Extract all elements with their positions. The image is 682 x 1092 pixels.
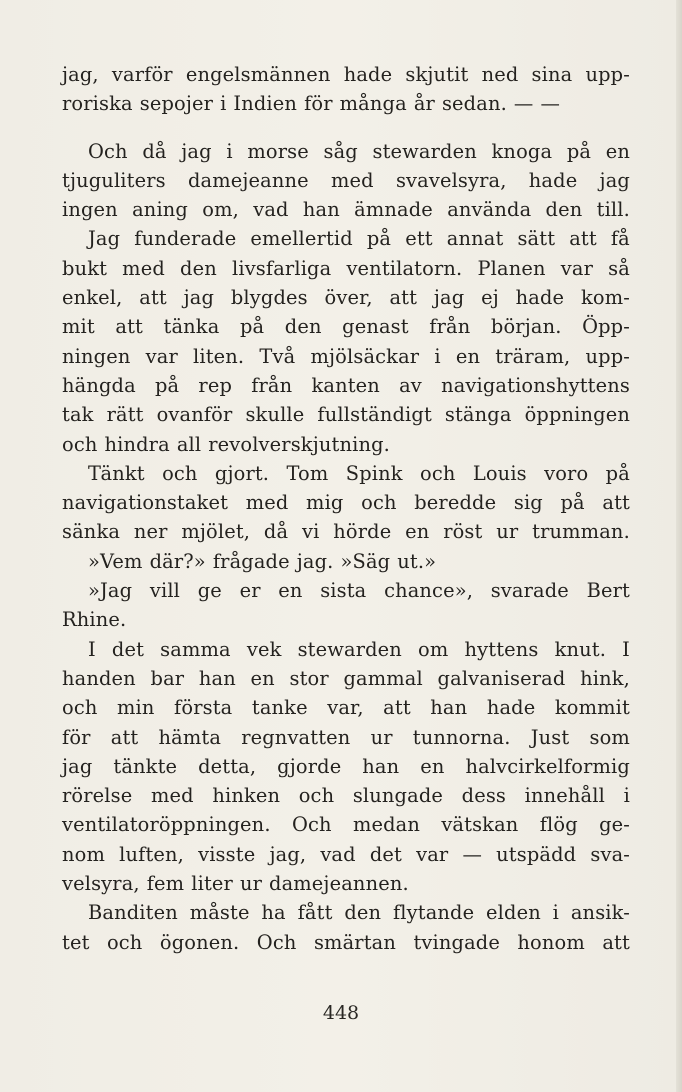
word: den	[284, 315, 322, 339]
word: skjutit	[405, 63, 469, 86]
text-line	[62, 605, 630, 634]
word: stewarden	[297, 637, 402, 661]
word: annat	[446, 227, 504, 251]
word: Rhine.	[62, 608, 127, 632]
word: sina	[531, 63, 573, 86]
word: och	[298, 784, 335, 808]
word: slungade	[352, 784, 444, 808]
word: i	[226, 139, 233, 163]
word: velsyra,	[62, 872, 140, 896]
word: en	[278, 579, 303, 603]
word: gjort.	[214, 461, 270, 485]
word: »Vem	[88, 549, 143, 573]
word: utspädd	[496, 842, 577, 866]
word: kanten	[311, 373, 380, 397]
word: ansik-	[570, 901, 630, 925]
word: var	[416, 842, 449, 866]
word: »Jag	[88, 579, 133, 603]
word: —	[513, 92, 534, 116]
word: regnvatten	[241, 725, 351, 749]
word: få	[610, 227, 630, 251]
word: röst	[443, 520, 483, 544]
text-line	[62, 60, 630, 89]
word: smärtan	[313, 930, 397, 954]
word: rörelse	[62, 784, 133, 808]
word: damejeannen.	[269, 872, 409, 896]
word: halvcirkelformig	[465, 754, 630, 778]
word: början.	[490, 315, 562, 339]
word: trumman.	[532, 520, 630, 544]
word: på	[560, 491, 585, 515]
word: att	[602, 930, 630, 954]
word: stor	[289, 666, 329, 690]
word: liten.	[193, 344, 245, 368]
word: stewarden	[372, 139, 477, 163]
word: jag,	[269, 842, 307, 866]
word: han	[362, 754, 400, 778]
word: på	[239, 315, 265, 339]
word: på	[154, 373, 180, 397]
word: och	[62, 432, 98, 456]
word: er	[239, 579, 261, 603]
word: då	[142, 139, 167, 163]
word: jag	[599, 168, 630, 192]
word: voro	[544, 461, 589, 485]
text-line	[62, 459, 630, 488]
word: navigationstaket	[62, 491, 229, 515]
word: vad	[320, 842, 356, 866]
word: —	[540, 92, 560, 116]
word: i	[552, 901, 560, 925]
text-line	[62, 928, 630, 957]
text-line	[62, 869, 630, 898]
word: innehåll	[524, 784, 605, 808]
word: rep	[198, 373, 233, 397]
word: i	[434, 344, 441, 368]
word: beredde	[414, 491, 497, 515]
word: min	[117, 696, 155, 720]
word: ha	[261, 901, 286, 925]
word: dess	[461, 784, 507, 808]
word: han	[302, 198, 340, 222]
word: elden	[486, 901, 541, 925]
word: måste	[189, 901, 250, 925]
word: många	[339, 92, 407, 116]
word: honom	[517, 930, 585, 954]
word: medan	[352, 813, 421, 837]
word: roriska	[62, 92, 133, 116]
word: mjölsäckar	[310, 344, 420, 368]
word: vi	[301, 520, 320, 544]
word: så	[608, 256, 630, 280]
text-line	[62, 312, 630, 341]
word: att	[383, 696, 411, 720]
word: ventilatorn.	[346, 256, 463, 280]
word: bukt	[62, 256, 108, 280]
word: kommit	[554, 696, 630, 720]
word: på	[566, 139, 592, 163]
word: över,	[324, 286, 373, 310]
text-line	[62, 400, 630, 429]
word: att	[139, 286, 167, 310]
word: sva-	[590, 842, 630, 866]
word: med	[245, 491, 289, 515]
text-line	[62, 898, 630, 927]
word: att	[602, 491, 630, 515]
word: ut.»	[397, 549, 437, 573]
word: vad	[253, 198, 289, 222]
word: sedan.	[441, 92, 507, 116]
word: Tom	[286, 461, 329, 485]
word: den	[545, 198, 583, 222]
text-line	[62, 576, 630, 605]
word: I	[622, 637, 630, 661]
word: gammal	[343, 666, 423, 690]
word: av	[399, 373, 422, 397]
text-line	[62, 430, 630, 459]
word: morse	[247, 139, 309, 163]
word: som	[589, 725, 630, 749]
word: ett	[405, 227, 433, 251]
text-line	[62, 371, 630, 400]
word: liter	[191, 872, 233, 896]
word: varför	[111, 63, 173, 86]
text-line	[62, 635, 630, 664]
word: var	[145, 344, 178, 368]
word: med	[331, 168, 374, 192]
word: jag	[183, 286, 215, 310]
word: tak	[62, 403, 94, 427]
word: på	[605, 461, 630, 485]
word: hink,	[580, 666, 630, 690]
word: I	[88, 637, 96, 661]
word: ge	[197, 579, 222, 603]
word: ur	[370, 725, 393, 749]
word: ningen	[62, 344, 131, 368]
word: jag	[433, 286, 465, 310]
text-line	[62, 723, 630, 752]
word: blygdes	[230, 286, 308, 310]
word: och	[420, 461, 456, 485]
word: luften,	[119, 842, 184, 866]
word: då	[263, 520, 289, 544]
word: hyttens	[464, 637, 539, 661]
word: sänka	[62, 520, 121, 544]
word: var,	[327, 696, 364, 720]
word: såg	[323, 139, 358, 163]
word: hade	[486, 696, 536, 720]
word: rätt	[106, 403, 144, 427]
word: och	[106, 930, 143, 954]
word: Och	[88, 139, 128, 163]
word: galvaniserad	[437, 666, 566, 690]
word: hinken	[212, 784, 281, 808]
word: visste	[198, 842, 256, 866]
word: samma	[160, 637, 231, 661]
text-line	[62, 342, 630, 371]
word: flög	[539, 813, 578, 837]
word: ventilatoröppningen.	[62, 813, 271, 837]
word: handen	[62, 666, 136, 690]
text-line	[62, 840, 630, 869]
word: Och	[256, 930, 297, 954]
word: med	[122, 256, 165, 280]
text-line	[62, 488, 630, 517]
word: jag	[181, 139, 212, 163]
word: och	[361, 491, 397, 515]
word: tanke	[251, 696, 308, 720]
word: stänga	[444, 403, 512, 427]
word: mig	[306, 491, 344, 515]
word: skulle	[245, 403, 305, 427]
word: tänka	[163, 315, 220, 339]
word: Två	[259, 344, 296, 368]
word: en	[405, 520, 430, 544]
text-line	[62, 664, 630, 693]
word: en	[420, 754, 445, 778]
text-line	[62, 693, 630, 722]
text-line	[62, 781, 630, 810]
word: och	[162, 461, 198, 485]
word: sig	[513, 491, 543, 515]
word: ingen	[62, 198, 118, 222]
word: sista	[320, 579, 367, 603]
word: och	[62, 696, 98, 720]
word: kom-	[580, 286, 630, 310]
word: tet	[62, 930, 90, 954]
word: från	[251, 373, 293, 397]
word: en	[455, 344, 481, 368]
word: jag.	[296, 549, 334, 573]
word: år	[413, 92, 435, 116]
word: fått	[297, 901, 333, 925]
text-line	[62, 810, 630, 839]
word: knut.	[554, 637, 607, 661]
word: han	[198, 666, 236, 690]
word: tjuguliters	[62, 168, 166, 192]
word: detta,	[198, 754, 257, 778]
word: ögonen.	[159, 930, 240, 954]
word: Jag	[88, 227, 121, 251]
word: använda	[447, 198, 532, 222]
word: enkel,	[62, 286, 123, 310]
text-line	[62, 547, 630, 576]
word: ned	[481, 63, 519, 86]
word: all	[176, 432, 202, 456]
word: Planen	[477, 256, 546, 280]
word: ej	[481, 286, 499, 310]
word: det	[369, 842, 402, 866]
word: nom	[62, 842, 105, 866]
word: att	[389, 286, 418, 310]
word: chance»,	[384, 579, 474, 603]
word: den	[180, 256, 217, 280]
word: den	[344, 901, 382, 925]
word: hämta	[158, 725, 222, 749]
word: sepojer	[139, 92, 214, 116]
word: damejeanne	[187, 168, 309, 192]
word: navigationshyttens	[441, 373, 630, 397]
word: för	[62, 725, 91, 749]
word: gjorde	[277, 754, 342, 778]
word: att	[110, 725, 139, 749]
word: till.	[596, 198, 630, 222]
word: ner	[133, 520, 168, 544]
word: tänkte	[113, 754, 178, 778]
word: ovanför	[156, 403, 233, 427]
word: att	[569, 227, 597, 251]
word: med	[150, 784, 194, 808]
word: tvingade	[413, 930, 500, 954]
word: tunnorna.	[412, 725, 511, 749]
word: emellertid	[250, 227, 353, 251]
word: hindra	[104, 432, 170, 456]
word: en	[605, 139, 630, 163]
word: —	[462, 842, 483, 866]
word: öppningen	[524, 403, 630, 427]
word: mit	[62, 315, 95, 339]
text-line	[62, 137, 630, 166]
word: upp-	[585, 344, 630, 368]
word: »Säg	[340, 549, 391, 573]
body-text	[62, 60, 630, 957]
word: engelsmännen	[185, 63, 331, 86]
word: Tänkt	[88, 461, 145, 485]
text-line	[62, 195, 630, 224]
word: första	[174, 696, 233, 720]
word: det	[111, 637, 145, 661]
word: i	[220, 92, 227, 116]
text-line	[62, 89, 630, 118]
word: Indien	[233, 92, 298, 116]
word: livsfarliga	[231, 256, 332, 280]
word: knoga	[491, 139, 553, 163]
word: han	[430, 696, 468, 720]
text-line	[62, 224, 630, 253]
word: Och	[291, 813, 332, 837]
word: hade	[343, 63, 393, 86]
word: bar	[150, 666, 185, 690]
word: funderade	[134, 227, 237, 251]
word: hörde	[333, 520, 392, 544]
word: hade	[515, 286, 565, 310]
word: upp-	[585, 63, 630, 86]
word: ur	[496, 520, 519, 544]
word: svavelsyra,	[395, 168, 507, 192]
word: i	[623, 784, 630, 808]
word: om,	[202, 198, 239, 222]
word: vill	[149, 579, 181, 603]
word: hade	[528, 168, 578, 192]
word: på	[366, 227, 392, 251]
word: Just	[530, 725, 570, 749]
word: från	[429, 315, 471, 339]
word: ge-	[599, 813, 630, 837]
word: Spink	[345, 461, 403, 485]
word: där?»	[149, 549, 206, 573]
paragraph-gap	[62, 119, 630, 137]
word: genast	[342, 315, 409, 339]
text-line	[62, 254, 630, 283]
word: Öpp-	[582, 315, 630, 339]
word: att	[115, 315, 143, 339]
word: Banditen	[88, 901, 178, 925]
word: sätt	[517, 227, 556, 251]
word: svarade	[490, 579, 569, 603]
word: aning	[132, 198, 188, 222]
word: revolverskjutning.	[208, 432, 390, 456]
word: Louis	[472, 461, 527, 485]
word: fullständigt	[317, 403, 432, 427]
word: om	[418, 637, 449, 661]
word: mjölet,	[181, 520, 251, 544]
text-line	[62, 166, 630, 195]
word: träram,	[495, 344, 571, 368]
page-number: 448	[322, 1002, 360, 1024]
word: hängda	[62, 373, 136, 397]
word: Bert	[586, 579, 630, 603]
word: vätskan	[441, 813, 519, 837]
page-edge	[676, 0, 682, 1092]
word: ämnade	[354, 198, 433, 222]
word: ur	[239, 872, 262, 896]
text-line	[62, 517, 630, 546]
text-line	[62, 283, 630, 312]
word: en	[250, 666, 275, 690]
word: jag	[62, 754, 93, 778]
text-line	[62, 752, 630, 781]
word: frågade	[212, 549, 290, 573]
word: flytande	[392, 901, 475, 925]
word: vek	[246, 637, 282, 661]
word: fem	[146, 872, 185, 896]
word: jag,	[62, 63, 99, 86]
word: var	[560, 256, 593, 280]
word: för	[304, 92, 333, 116]
